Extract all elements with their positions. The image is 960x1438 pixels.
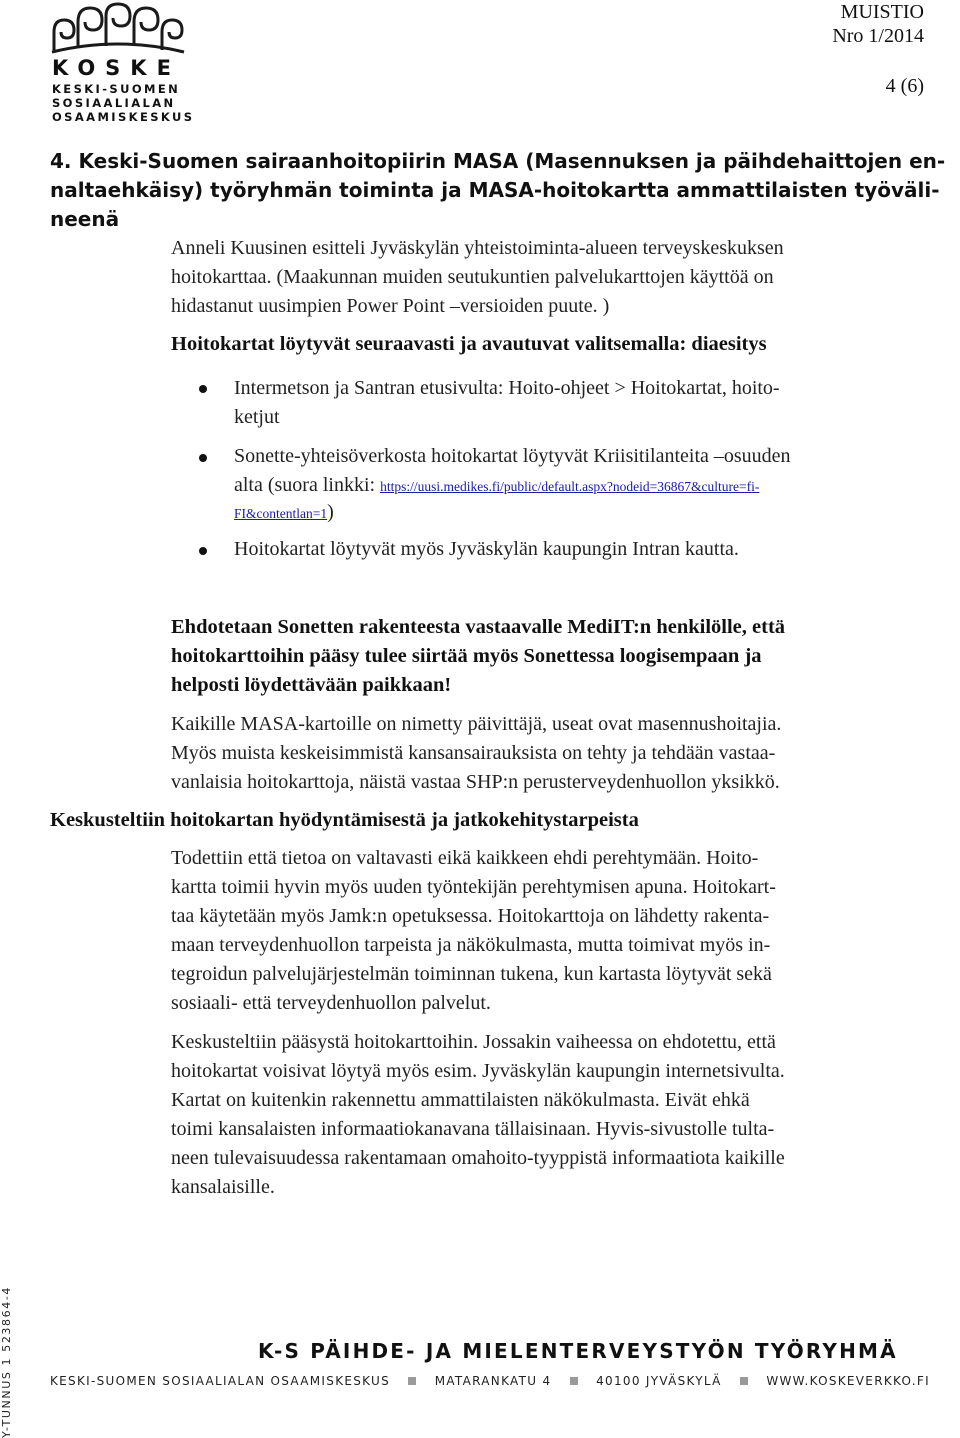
masa-paragraph — [171, 710, 781, 797]
section-heading-line: neenä — [50, 207, 120, 231]
separator-square-icon — [740, 1377, 748, 1385]
sonette-link-continued[interactable]: FI&contentlan=1 — [234, 506, 328, 521]
logo-ornament-icon — [50, 2, 186, 54]
bullet-icon — [199, 547, 207, 555]
text-line: maan terveydenhuollon tarpeista ja näkökulmasta, mutta toimivat myös in- — [171, 934, 771, 956]
text-line: taa käytetään myös Jamk:n opetuksessa. Hoitokarttoja on lähdetty rakenta- — [171, 905, 770, 927]
proposal-paragraph — [171, 613, 785, 700]
bullet-item-intermetso — [234, 374, 780, 432]
footer-web[interactable]: WWW.KOSKEVERKKO.FI — [766, 1374, 930, 1388]
text-line: Intermetson ja Santran etusivulta: Hoito-ohjeet > Hoitokartat, hoito- — [234, 377, 780, 399]
text-line: Kaikille MASA-kartoille on nimetty päivittäjä, useat ovat masennushoitajia. — [171, 713, 782, 735]
bullet-icon — [199, 385, 207, 393]
text-line: kartta toimii hyvin myös uuden työntekijän perehtymisen apuna. Hoitokart- — [171, 876, 776, 898]
text-line: hoitokartat voisivat löytyä myös esim. Jyväskylän kaupungin internetsivulta. — [171, 1060, 785, 1082]
section-heading-line: 4. Keski-Suomen sairaanhoitopiirin MASA (Masennuksen ja päihdehaittojen en- — [50, 149, 946, 173]
business-id: Y-TUNNUS 1 523864-4 — [0, 1286, 13, 1438]
text-line: hoitokarttaa. (Maakunnan muiden seutukuntien palvelukarttojen käyttöä on — [171, 266, 774, 288]
text-line: hoitokarttoihin pääsy tulee siirtää myös Sonettessa loogisempaan ja — [171, 645, 762, 667]
intro-paragraph — [171, 234, 784, 321]
text-line: ketjut — [234, 406, 280, 428]
discussion-paragraph-2 — [171, 1028, 785, 1202]
text-line: Sonette-yhteisöverkosta hoitokartat löytyvät Kriisitilanteita –osuuden — [234, 445, 791, 467]
footer-title: K-S PÄIHDE- JA MIELENTERVEYSTYÖN TYÖRYHMÄ — [258, 1339, 898, 1363]
text-line: Kartat on kuitenkin rakennettu ammattilaisten näkökulmasta. Eivät ehkä — [171, 1089, 750, 1111]
text-line: Anneli Kuusinen esitteli Jyväskylän yhteistoiminta-alueen terveyskeskuksen — [171, 237, 784, 259]
doc-type: MUISTIO — [840, 1, 924, 23]
text-line: hidastanut uusimpien Power Point –versioiden puute. ) — [171, 295, 610, 317]
page-number: 4 (6) — [885, 75, 924, 97]
footer-address: MATARANKATU 4 — [434, 1374, 552, 1388]
text-line: vanlaisia hoitokarttoja, näistä vastaa SHP:n perusterveydenhuollon yksikkö. — [171, 771, 780, 793]
sonette-link[interactable]: https://uusi.medikes.fi/public/default.aspx?nodeid=36867&culture=fi- — [380, 479, 760, 494]
footer-org: KESKI-SUOMEN SOSIAALIALAN OSAAMISKESKUS — [50, 1374, 391, 1388]
separator-square-icon — [408, 1377, 416, 1385]
bullet-item-sonette — [234, 442, 791, 525]
text-line: tegroidun palvelujärjestelmän toiminnan tukena, kun kartasta löytyvät sekä — [171, 963, 772, 985]
section-heading-line: naltaehkäisy) työryhmän toiminta ja MASA-hoitokartta ammattilaisten työväli- — [50, 178, 940, 202]
section-heading — [50, 147, 945, 234]
text-line — [234, 501, 791, 525]
separator-square-icon — [570, 1377, 578, 1385]
doc-number: Nro 1/2014 — [832, 25, 924, 47]
link-prefix: alta (suora linkki: — [234, 474, 381, 496]
discussion-paragraph-1 — [171, 844, 776, 1018]
bullet-item-intra: Hoitokartat löytyvät myös Jyväskylän kaupungin Intran kautta. — [234, 538, 739, 560]
logo-line-2: SOSIAALIALAN — [52, 96, 176, 110]
link-suffix: ) — [327, 501, 334, 523]
logo-line-1: KESKI-SUOMEN — [52, 82, 181, 96]
text-line: Todettiin että tietoa on valtavasti eikä kaikkeen ehdi perehtymään. Hoito- — [171, 847, 759, 869]
text-line: Myös muista keskeisimmistä kansansairauksista on tehty ja tehdään vastaa- — [171, 742, 776, 764]
bullet-icon — [199, 454, 207, 462]
text-line: toimi kansalaisten informaatiokanavana tällaisinaan. Hyvis-sivustolle tulta- — [171, 1118, 775, 1140]
text-line: Keskusteltiin pääsystä hoitokarttoihin. Jossakin vaiheessa on ehdotettu, että — [171, 1031, 776, 1053]
footer-contact-line — [50, 1374, 930, 1388]
text-line: kansalaisille. — [171, 1176, 275, 1198]
text-line — [234, 471, 791, 501]
logo-line-3: OSAAMISKESKUS — [52, 110, 195, 124]
access-subheading: Hoitokartat löytyvät seuraavasti ja avautuvat valitsemalla: diaesitys — [171, 333, 767, 355]
text-line: neen tulevaisuudessa rakentamaan omahoito-tyyppistä informaatiota kaikille — [171, 1147, 785, 1169]
discussion-heading: Keskusteltiin hoitokartan hyödyntämisestä ja jatkokehitystarpeista — [50, 809, 639, 831]
text-line: Ehdotetaan Sonetten rakenteesta vastaavalle MediIT:n henkilölle, että — [171, 616, 786, 638]
text-line: sosiaali- että terveydenhuollon palvelut. — [171, 992, 491, 1014]
text-line: helposti löydettävään paikkaan! — [171, 674, 452, 696]
logo-wordmark: KOSKE — [52, 56, 181, 80]
footer-postal: 40100 JYVÄSKYLÄ — [596, 1374, 722, 1388]
koske-logo — [50, 2, 195, 124]
